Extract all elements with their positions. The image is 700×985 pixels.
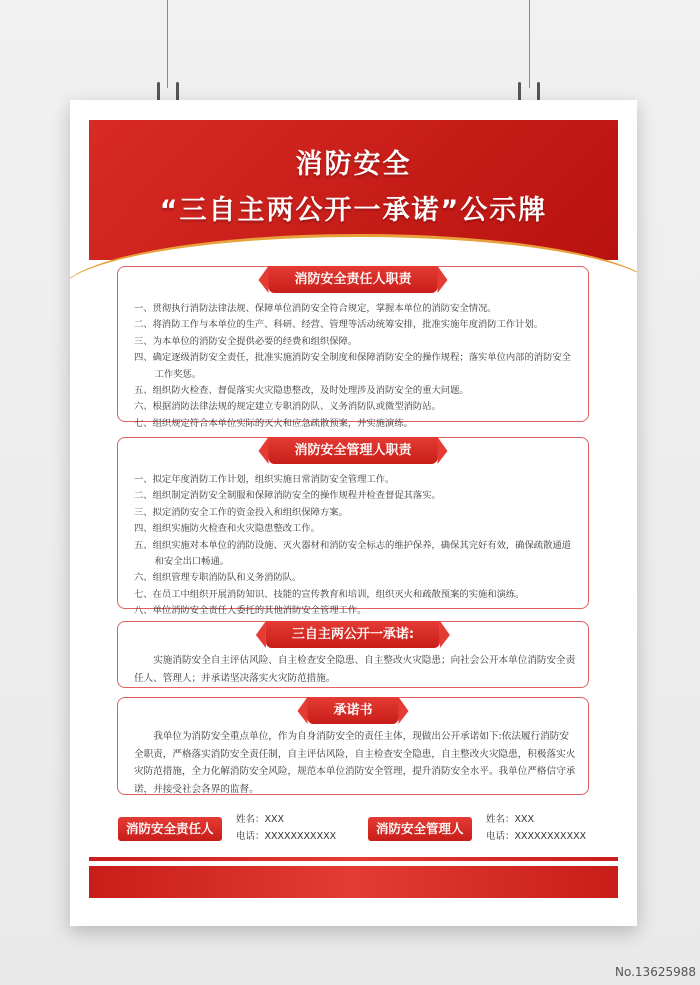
list-item: 六、组织管理专职消防队和义务消防队。 <box>134 572 302 584</box>
list-item: 三、为本单位的消防安全提供必要的经费和组织保障。 <box>134 335 358 347</box>
section-three-autonomies <box>117 621 589 688</box>
poster-header <box>89 120 618 260</box>
list-item: 六、根据消防法律法规的规定建立专职消防队、义务消防队或微型消防站。 <box>134 401 441 413</box>
list-item: 二、将消防工作与本单位的生产、科研、经营、管理等活动统筹安排，批准实施年度消防工作计划。 <box>134 319 544 331</box>
list-item: 一、拟定年度消防工作计划，组织实施日常消防安全管理工作。 <box>134 474 395 485</box>
hanging-wire-left <box>167 0 168 88</box>
poster <box>70 100 637 926</box>
section-manager-duties <box>117 437 589 617</box>
responsible-person-label: 消防安全责任人 <box>118 817 222 841</box>
list-item: 四、确定逐级消防安全责任，批准实施消防安全制度和保障消防安全的操作规程；落实单位内部的消防安全 <box>134 352 571 364</box>
poster-title-line1: 消防安全 <box>295 149 412 180</box>
list-item: 工作奖惩。 <box>134 368 202 380</box>
phone-field: 电话：XXXXXXXXXXX <box>486 831 587 842</box>
hanging-wire-right <box>529 0 530 88</box>
list-item: 一、贯彻执行消防法律法规、保障单位消防安全符合规定，掌握本单位的消防安全情况。 <box>134 303 497 314</box>
name-field: 姓名：XXX <box>236 814 285 825</box>
duty-list <box>134 472 576 620</box>
commitment-text: 我单位为消防安全重点单位，作为自身消防安全的责任主体，现做出公开承诺如下:依法履行消防安全职责，严格落实消防安全责任制，自主评估风险，自主检查安全隐患，自主整改火灾隐患，积极落实火灾防范措施，全力化解消防安全风险，规范本单位消防安全管理，提升消防安全水平。我单位严格信守承诺，并接受社会各界的监督。 <box>134 731 576 795</box>
list-item: 五、组织实施对本单位的消防设施、灭火器材和消防安全标志的维护保养，确保其完好有效，确保疏散通道 <box>134 539 571 551</box>
list-item: 四、组织实施防火检查和火灾隐患整改工作。 <box>134 523 320 535</box>
poster-title-line2: “三自主两公开一承诺”公示牌 <box>159 195 548 226</box>
section-title: 消防安全责任人职责 <box>268 266 437 293</box>
footer-stripe-thin <box>89 857 618 861</box>
section-text: 实施消防安全自主评估风险、自主检查安全隐患、自主整改火灾隐患；向社会公开本单位消防安全责任人、管理人；并承诺坚决落实火灾防范措施。 <box>134 655 576 684</box>
list-item: 二、组织制定消防安全制服和保障消防安全的操作规程并检查督促其落实。 <box>134 490 441 502</box>
list-item: 三、拟定消防安全工作的资金投入和组织保障方案。 <box>134 506 348 518</box>
responsible-person-contact <box>236 811 336 845</box>
list-item: 七、在员工中组织开展消防知识、技能的宣传教育和培训，组织灭火和疏散预案的实施和演练。 <box>134 588 525 600</box>
manager-contact <box>486 811 586 845</box>
list-item: 七、组织规定符合本单位实际的灭火和应急疏散预案，并实施演练。 <box>134 417 413 429</box>
duty-list <box>134 301 576 432</box>
name-field: 姓名：XXX <box>486 814 535 825</box>
section-title: 承诺书 <box>307 697 398 724</box>
phone-field: 电话：XXXXXXXXXXX <box>236 831 337 842</box>
section-title: 消防安全管理人职责 <box>268 437 437 464</box>
section-responsible-person-duties <box>117 266 589 429</box>
list-item: 八、单位消防安全责任人委托的其他消防安全管理工作。 <box>134 605 367 617</box>
section-commitment-letter <box>117 697 589 795</box>
footer-band <box>89 866 618 898</box>
image-id-watermark: No.13625988 <box>615 965 696 979</box>
manager-label: 消防安全管理人 <box>368 817 472 841</box>
list-item: 五、组织防火检查、督促落实火灾隐患整改，及时处理涉及消防安全的重大问题。 <box>134 385 469 397</box>
list-item: 和安全出口畅通。 <box>134 556 230 568</box>
section-title: 三自主两公开一承诺: <box>266 621 440 648</box>
